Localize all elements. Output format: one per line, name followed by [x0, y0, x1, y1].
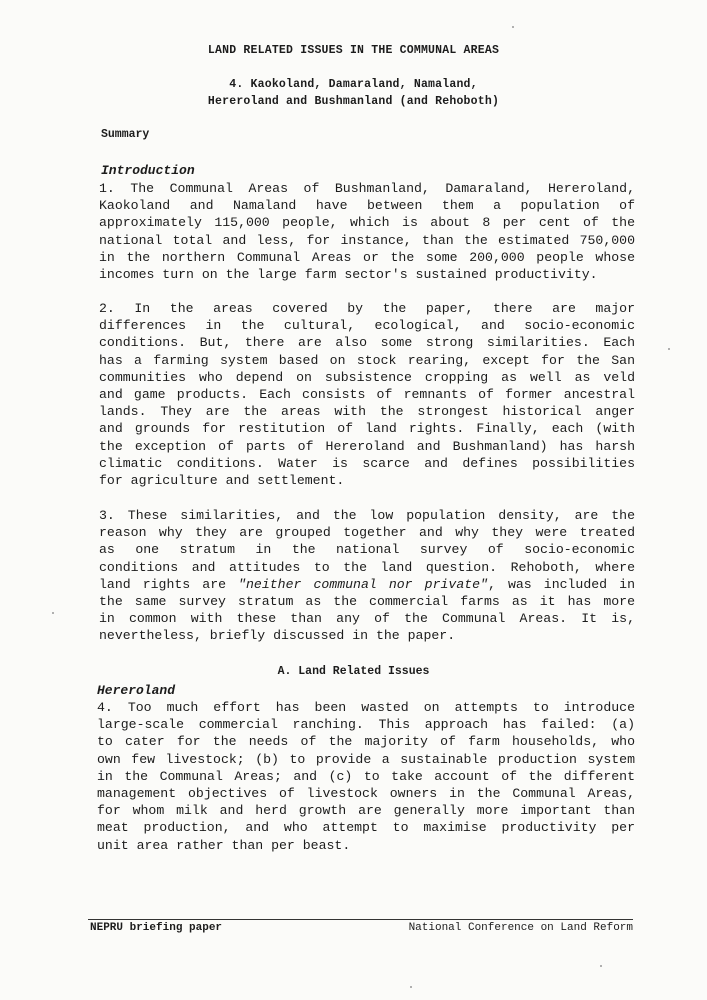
paragraph-line: reason why they are grouped together and why they were treated: [99, 525, 635, 541]
paragraph-line: approximately 115,000 people, which is about 8 per cent of the: [99, 215, 635, 231]
paragraph-line: in the northern Communal Areas or the some 200,000 people whose: [99, 249, 635, 265]
footer-right-text: National Conference on Land Reform: [408, 922, 633, 934]
paragraph-line: [99, 576, 635, 593]
paragraph-line: meat production, and who attempt to maximise productivity per: [97, 820, 635, 836]
paragraph-3: [99, 507, 635, 645]
paragraph-line: in the Communal Areas; and (c) to take account of the different: [97, 768, 635, 784]
summary-heading: Summary: [101, 128, 150, 141]
paragraph-4: [97, 699, 635, 854]
document-title: LAND RELATED ISSUES IN THE COMMUNAL AREAS: [207, 44, 500, 57]
paragraph-line: and grounds for restitution of land rights. Finally, each (with: [99, 421, 635, 437]
paragraph-line: in common with these than any of the Communal Areas. It is,: [99, 611, 635, 627]
quoted-phrase: "neither communal nor private": [238, 576, 488, 592]
paragraph-line: as one stratum in the national survey of socio-economic: [99, 542, 635, 558]
paragraph-line: and game products. Each consists of remnants of former ancestral: [99, 386, 635, 402]
paragraph-1: [99, 180, 635, 283]
paragraph-line: 2. In the areas covered by the paper, there are major: [99, 301, 635, 316]
paragraph-line: nevertheless, briefly discussed in the paper.: [99, 628, 456, 644]
paragraph-line: to cater for the needs of the majority of farm households, who: [97, 734, 635, 750]
paragraph-line: own few livestock; (b) to provide a sustainable production system: [97, 751, 635, 767]
paragraph-2: [99, 300, 635, 489]
paragraph-line: national total and less, for instance, than the estimated 750,000: [99, 232, 635, 248]
paragraph-line: 1. The Communal Areas of Bushmanland, Damaraland, Hereroland,: [99, 181, 635, 196]
paragraph-line: conditions. But, there are also some strong similarities. Each: [99, 335, 635, 351]
document-subtitle-line-1: 4. Kaokoland, Damaraland, Namaland,: [229, 78, 478, 91]
paragraph-line: lands. They are the areas with the strongest historical anger: [99, 404, 635, 420]
paragraph-line: the exception of parts of Hereroland and Bushmanland) has harsh: [99, 438, 635, 454]
document-subtitle-line-2: Hereroland and Bushmanland (and Rehoboth): [207, 95, 500, 108]
paragraph-line: has a farming system based on stock rearing, except for the San: [99, 352, 635, 368]
footer-left-text: NEPRU briefing paper: [90, 922, 223, 934]
paragraph-line: climatic conditions. Water is scarce and defines possibilities: [99, 455, 635, 471]
paragraph-line: the same survey stratum as the commercial farms as it has more: [99, 593, 635, 609]
introduction-heading: Introduction: [101, 163, 195, 178]
paragraph-line: unit area rather than per beast.: [97, 837, 351, 853]
paragraph-line: large-scale commercial ranching. This approach has failed: (a): [97, 717, 635, 733]
footer-divider: [88, 919, 633, 920]
scan-speck: [512, 26, 514, 28]
scan-speck: [600, 965, 602, 967]
scan-speck: [410, 986, 412, 988]
scan-speck: [668, 348, 670, 350]
paragraph-line: incomes turn on the large farm sector's sustained productivity.: [99, 266, 598, 282]
paragraph-text: land rights are "neither communal nor private", was included in: [99, 576, 635, 592]
paragraph-line: conditions and attitudes to the land question. Rehoboth, where: [99, 559, 635, 575]
paragraph-line: differences in the cultural, ecological, and socio-economic: [99, 318, 635, 334]
scan-speck: [52, 612, 54, 614]
section-a-heading: A. Land Related Issues: [277, 665, 430, 678]
paragraph-line: management objectives of livestock owners in the Communal Areas,: [97, 785, 635, 801]
paragraph-line: Kaokoland and Namaland have between them a population of: [99, 198, 635, 214]
paragraph-line: for agriculture and settlement.: [99, 472, 345, 488]
paragraph-line: for whom milk and herd growth are generally more important than: [97, 803, 635, 819]
paragraph-line: 4. Too much effort has been wasted on attempts to introduce: [97, 700, 635, 715]
hereroland-heading: Hereroland: [97, 683, 176, 698]
paragraph-line: communities who depend on subsistence cropping as well as veld: [99, 369, 635, 385]
paragraph-line: 3. These similarities, and the low population density, are the: [99, 508, 635, 523]
